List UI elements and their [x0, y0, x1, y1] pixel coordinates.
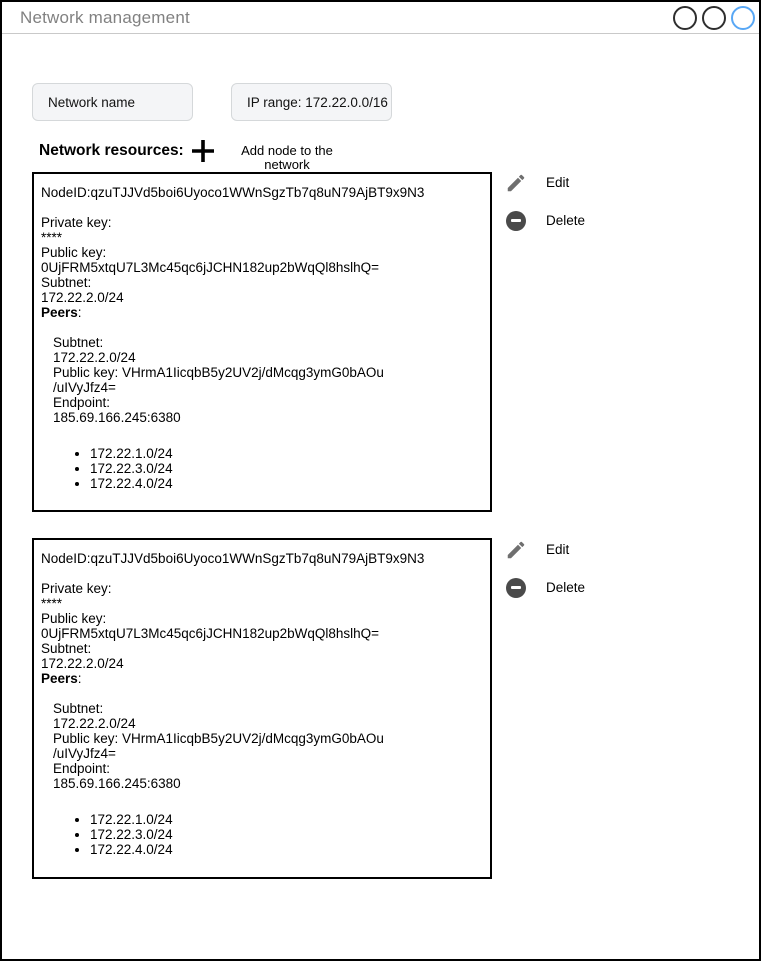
peer-public-key-line2: /uIVyJfz4=	[53, 746, 116, 761]
window-control-circle-1[interactable]	[673, 6, 697, 30]
add-node-button[interactable]	[188, 137, 218, 167]
peer-subnet-label: Subtnet:	[53, 335, 104, 350]
subnet-label: Subtnet:	[41, 641, 92, 656]
peers-label: Peers:	[41, 305, 82, 320]
edit-label: Edit	[546, 542, 570, 557]
window-control-circle-active[interactable]	[731, 6, 755, 30]
add-node-label[interactable]: Add node to the network	[241, 143, 333, 172]
public-key-label: Public key:	[41, 245, 107, 260]
plus-icon	[189, 153, 217, 168]
peers-label: Peers:	[41, 671, 82, 686]
peer-public-key-line2: /uIVyJfz4=	[53, 380, 116, 395]
window-control-circle-2[interactable]	[702, 6, 726, 30]
allowed-subnet-item: • 172.22.1.0/24	[90, 812, 480, 827]
node-card-actions	[504, 538, 634, 614]
allowed-subnet-item: • 172.22.3.0/24	[90, 827, 480, 842]
peer-block	[53, 335, 480, 425]
node-id: NodeID:qzuTJJVd5boi6Uyoco1WWnSgzTb7q8uN79AjBT9x9N3	[41, 185, 425, 200]
peer-endpoint-value: 185.69.166.245:6380	[53, 776, 181, 791]
peer-subnet-label: Subtnet:	[53, 701, 104, 716]
private-key-value: ****	[41, 230, 63, 245]
private-key-label: Private key:	[41, 215, 112, 230]
edit-button[interactable]	[504, 538, 569, 561]
peer-subnet-value: 172.22.2.0/24	[53, 350, 136, 365]
peer-endpoint-label: Endpoint:	[53, 395, 111, 410]
allowed-subnet-item: • 172.22.1.0/24	[90, 446, 480, 461]
delete-label: Delete	[546, 580, 586, 595]
allowed-subnets-list	[41, 446, 480, 491]
window-title: Network management	[20, 8, 190, 27]
subnet-value: 172.22.2.0/24	[41, 656, 124, 671]
network-resources-label: Network resources:	[39, 142, 184, 159]
minus-circle-icon	[504, 576, 527, 599]
peer-endpoint-value: 185.69.166.245:6380	[53, 410, 181, 425]
delete-button[interactable]	[504, 576, 585, 599]
public-key-value: 0UjFRM5xtqU7L3Mc45qc6jJCHN182up2bWqQl8hslhQ=	[41, 260, 380, 275]
node-card	[32, 538, 492, 879]
edit-label: Edit	[546, 175, 570, 190]
allowed-subnet-item: • 172.22.4.0/24	[90, 842, 480, 857]
node-card-actions	[504, 171, 634, 247]
peer-endpoint-label: Endpoint:	[53, 761, 111, 776]
peer-public-key-line1: Public key: VHrmA1IicqbB5y2UV2j/dMcqg3ymG0bAOu	[53, 731, 384, 746]
peer-public-key-line1: Public key: VHrmA1IicqbB5y2UV2j/dMcqg3ymG0bAOu	[53, 365, 384, 380]
public-key-value: 0UjFRM5xtqU7L3Mc45qc6jJCHN182up2bWqQl8hslhQ=	[41, 626, 380, 641]
title-bar	[2, 2, 759, 34]
minus-circle-icon	[504, 209, 527, 232]
private-key-label: Private key:	[41, 581, 112, 596]
private-key-value: ****	[41, 596, 63, 611]
ip-range-input[interactable]: IP range: 172.22.0.0/16	[231, 83, 392, 121]
pencil-icon	[504, 171, 527, 194]
allowed-subnet-item: • 172.22.3.0/24	[90, 461, 480, 476]
subnet-label: Subtnet:	[41, 275, 92, 290]
edit-button[interactable]	[504, 171, 569, 194]
peer-subnet-value: 172.22.2.0/24	[53, 716, 136, 731]
public-key-label: Public key:	[41, 611, 107, 626]
window-controls	[673, 6, 755, 30]
delete-label: Delete	[546, 213, 586, 228]
allowed-subnets-list	[41, 812, 480, 857]
delete-button[interactable]	[504, 209, 585, 232]
allowed-subnet-item: • 172.22.4.0/24	[90, 476, 480, 491]
pencil-icon	[504, 538, 527, 561]
network-name-input[interactable]: Network name	[32, 83, 193, 121]
node-card	[32, 172, 492, 512]
subnet-value: 172.22.2.0/24	[41, 290, 124, 305]
peer-block	[53, 701, 480, 791]
node-id: NodeID:qzuTJJVd5boi6Uyoco1WWnSgzTb7q8uN79AjBT9x9N3	[41, 551, 425, 566]
